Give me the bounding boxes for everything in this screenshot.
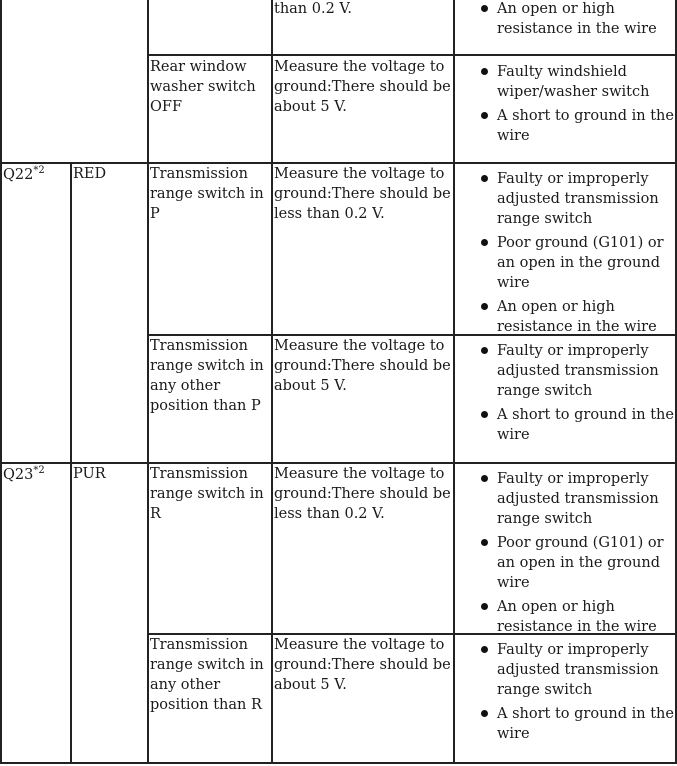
cause-item: Faulty windshield wiper/washer switch xyxy=(477,62,675,102)
test-text: Measure the voltage to ground:There should be less than 0.2 V. xyxy=(274,166,451,222)
condition-cell xyxy=(150,57,268,117)
condition-text: Transmission range switch in P xyxy=(150,166,264,222)
condition-cell xyxy=(150,635,268,715)
table-border-bottom xyxy=(0,762,677,764)
causes-list xyxy=(477,640,675,748)
table-border-left xyxy=(0,0,2,764)
causes-list xyxy=(477,341,675,449)
cause-item: Faulty or improperly adjusted transmission range switch xyxy=(477,341,675,401)
condition-text: Transmission range switch in any other position than R xyxy=(150,637,264,713)
test-cell xyxy=(274,0,454,19)
cause-item: Poor ground (G101) or an open in the ground wire xyxy=(477,533,675,593)
cause-item: An open or high resistance in the wire xyxy=(477,0,675,39)
wire-color-cell xyxy=(73,464,145,484)
footnote-marker: *2 xyxy=(33,165,45,176)
test-text: Measure the voltage to ground:There should be about 5 V. xyxy=(274,637,451,693)
cause-item: Faulty or improperly adjusted transmission range switch xyxy=(477,640,675,700)
causes-list xyxy=(477,0,675,43)
wire-color-cell xyxy=(73,164,145,184)
test-text: Measure the voltage to ground:There should be about 5 V. xyxy=(274,59,451,115)
condition-text: Transmission range switch in R xyxy=(150,466,264,522)
condition-cell xyxy=(150,164,268,224)
terminal-label: Q22 xyxy=(3,167,34,183)
cause-item: An open or high resistance in the wire xyxy=(477,597,675,637)
column-divider-condition xyxy=(147,0,149,764)
cause-item: Faulty or improperly adjusted transmission range switch xyxy=(477,469,675,529)
cause-item: Poor ground (G101) or an open in the ground wire xyxy=(477,233,675,293)
cause-item: A short to ground in the wire xyxy=(477,405,675,445)
cause-item: A short to ground in the wire xyxy=(477,704,675,744)
cause-item: An open or high resistance in the wire xyxy=(477,297,675,337)
condition-text: Transmission range switch in any other position than P xyxy=(150,338,264,414)
test-cell xyxy=(274,57,454,117)
footnote-marker: *2 xyxy=(33,465,45,476)
causes-list xyxy=(477,469,675,641)
wire-color: RED xyxy=(73,166,107,182)
test-text: than 0.2 V. xyxy=(274,1,352,17)
condition-cell xyxy=(150,464,268,524)
row-divider xyxy=(147,54,677,56)
condition-cell xyxy=(150,336,268,416)
causes-list xyxy=(477,62,675,150)
causes-list xyxy=(477,169,675,341)
cause-item: A short to ground in the wire xyxy=(477,106,675,146)
terminal-cell xyxy=(3,465,69,485)
cause-item: Faulty or improperly adjusted transmission range switch xyxy=(477,169,675,229)
test-cell xyxy=(274,464,454,524)
terminal-cell xyxy=(3,165,69,185)
test-cell xyxy=(274,164,454,224)
test-text: Measure the voltage to ground:There should be less than 0.2 V. xyxy=(274,466,451,522)
test-cell xyxy=(274,336,454,396)
wire-color: PUR xyxy=(73,466,106,482)
test-text: Measure the voltage to ground:There should be about 5 V. xyxy=(274,338,451,394)
terminal-label: Q23 xyxy=(3,467,34,483)
test-cell xyxy=(274,635,454,695)
column-divider-test xyxy=(271,0,273,764)
condition-text: Rear window washer switch OFF xyxy=(150,59,256,115)
